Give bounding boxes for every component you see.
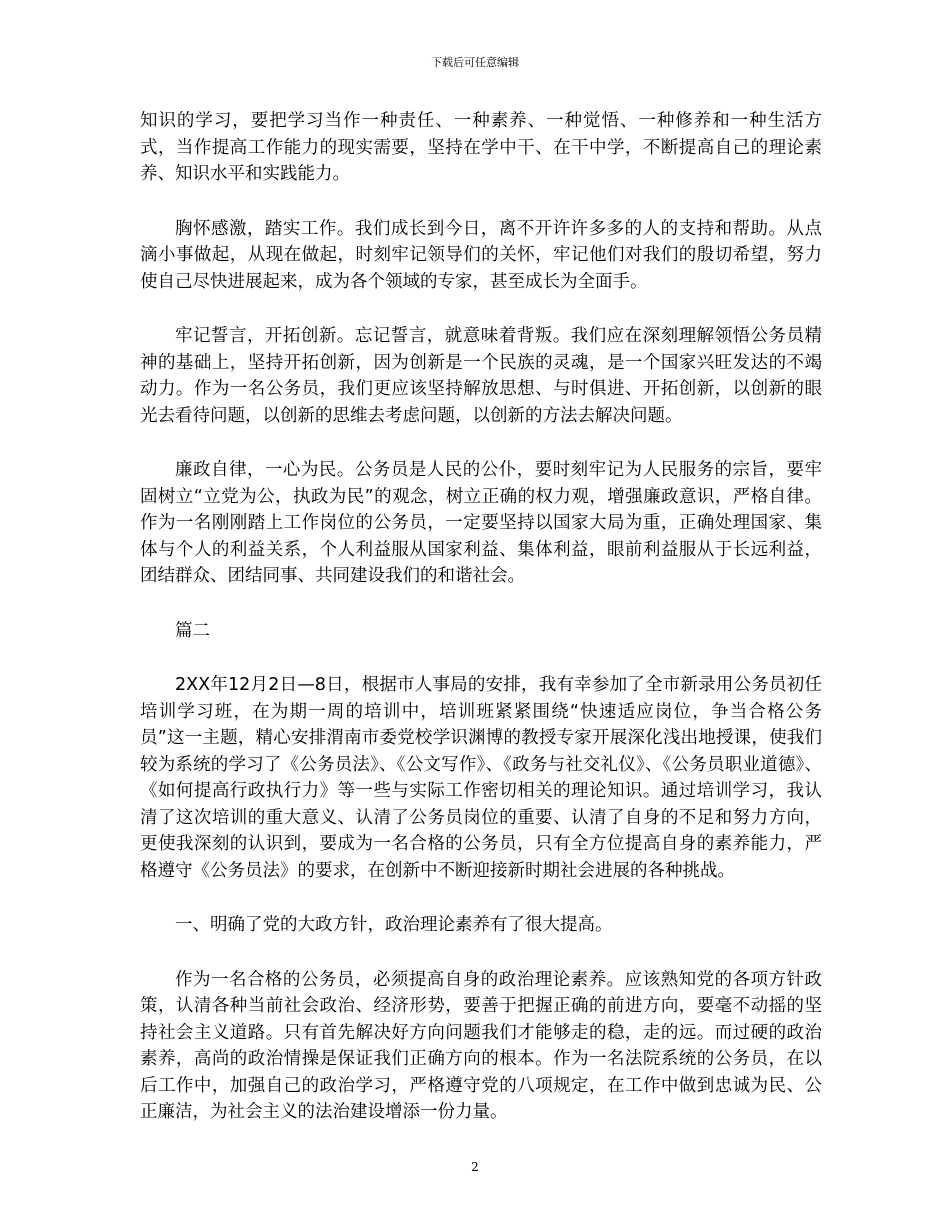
paragraph-integrity: 廉政自律，一心为民。公务员是人民的公仆，要时刻牢记为人民服务的宗旨，要牢固树立“立党为公，执政为民”的观念，树立正确的权力观，增强廉政意识，严格自律。作为一名刚刚踏上工作岗位的公务员，一定要坚持以国家大局为重，正确处理国家、集体与个人的利益关系，个人利益服从国家利益、集体利益，眼前利益服从于长远利益，团结群众、团结同事、共同建设我们的和谐社会。 (140, 460, 822, 586)
paragraph-political-literacy: 作为一名合格的公务员，必须提高自身的政治理论素养。应该熟知党的各项方针政策，认清各种当前社会政治、经济形势，要善于把握正确的前进方向，要毫不动摇的坚持社会主义道路。只有首先解决好方向问题我们才能够走的稳，走的远。而过硬的政治素养，高尚的政治情操是保证我们正确方向的根本。作为一名法院系统的公务员，在以后工作中，加强自己的政治学习，严格遵守党的八项规定，在工作中做到忠诚为民、公正廉洁，为社会主义的法治建设增添一份力量。 (140, 969, 822, 1122)
paragraph-gratitude: 胸怀感激，踏实工作。我们成长到今日，离不开许许多多的人的支持和帮助。从点滴小事做起，从现在做起，时刻牢记领导们的关怀，牢记他们对我们的殷切希望，努力使自己尽快进展起来，成为各个领域的专家，甚至成长为全面手。 (140, 218, 822, 292)
paragraph-innovation: 牢记誓言，开拓创新。忘记誓言，就意味着背叛。我们应在深刻理解领悟公务员精神的基础上，坚持开拓创新，因为创新是一个民族的灵魂，是一个国家兴旺发达的不竭动力。作为一名公务员，我们更应该坚持解放思想、与时俱进、开拓创新，以创新的眼光去看待问题，以创新的思维去考虑问题，以创新的方法去解决问题。 (140, 326, 822, 426)
page-number: 2 (471, 1160, 479, 1174)
subheading-policy: 一、明确了党的大政方针，政治理论素养有了很大提高。 (175, 915, 613, 935)
page-header: 下载后可任意编辑 (431, 56, 519, 69)
section-heading: 篇二 (175, 620, 210, 641)
document-body (140, 108, 822, 1154)
paragraph-continuation: 知识的学习，要把学习当作一种责任、一种素养、一种觉悟、一种修养和一种生活方式，当作提高工作能力的现实需要，坚持在学中干、在干中学，不断提高自己的理论素养、知识水平和实践能力。 (140, 111, 822, 184)
paragraph-training: 2XX年12月2日—8日，根据市人事局的安排，我有幸参加了全市新录用公务员初任培训学习班，在为期一周的培训中，培训班紧紧围绕“快速适应岗位，争当合格公务员”这一主题，精心安排渭南市委党校学识渊博的教授专家开展深化浅出地授课，使我们较为系统的学习了《公务员法》、《公文写作》、《政务与社交礼仪》、《公务员职业道德》、《如何提高行政执行力》等一些与实际工作密切相关的理论知识。通过培训学习，我认清了这次培训的重大意义、认清了公务员岗位的重要、认清了自身的不足和努力方向，更使我深刻的认识到，要成为一名合格的公务员，只有全方位提高自身的素养能力，严格遵守《公务员法》的要求，在创新中不断迎接新时期社会进展的各种挑战。 (140, 675, 822, 881)
